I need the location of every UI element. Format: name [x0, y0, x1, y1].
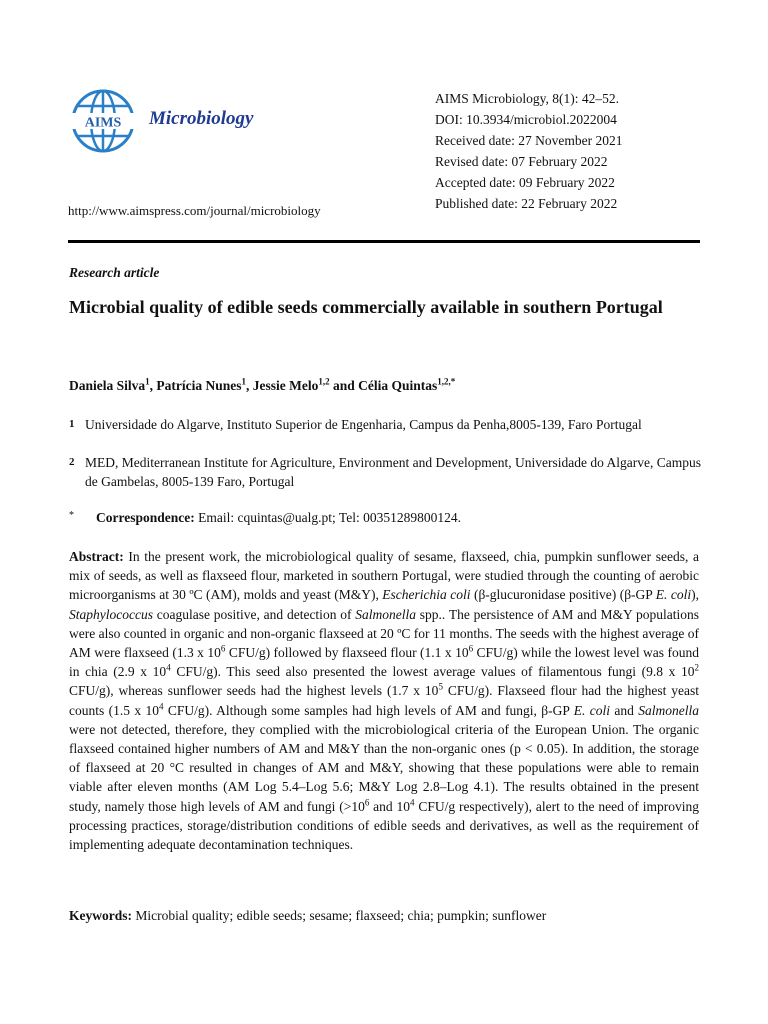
meta-line: Accepted date: 09 February 2022 — [435, 175, 615, 190]
keywords — [69, 908, 546, 924]
author-affiliation-marker: 1 — [145, 376, 150, 387]
abstract-segment: Salmonella — [355, 606, 417, 622]
abstract-segment: coagulase positive, and detection of — [152, 606, 356, 622]
abstract-segment: CFU/g). Flaxseed flour had the highest yeast counts (1.5 x 10 — [69, 683, 699, 718]
abstract-segment: and 10 — [369, 798, 411, 814]
abstract-segment: Salmonella — [638, 702, 699, 718]
meta-line: Received date: 27 November 2021 — [435, 133, 623, 148]
abstract — [69, 547, 699, 854]
abstract-segment: 6 — [220, 643, 226, 654]
affiliation-2 — [69, 453, 701, 491]
corresponding-author-star: * — [450, 376, 456, 387]
abstract-segment: ), — [691, 587, 699, 603]
author-affiliation-marker: 1,2 — [318, 376, 330, 387]
abstract-label: Abstract: — [69, 549, 124, 564]
abstract-segment: E. coli — [573, 702, 611, 718]
correspondence-label: Correspondence: — [96, 510, 195, 525]
abstract-segment: 2 — [694, 662, 699, 673]
abstract-body — [69, 549, 699, 852]
abstract-segment: spp.. The persistence of AM and M&Y populations were also counted in organic and non-organic flaxseed at 20 ºC for 11 months. The seeds with the highest average of AM were flaxseed (1.3 x 10 — [69, 606, 700, 661]
author-name: Célia Quintas — [358, 378, 438, 393]
abstract-segment: 6 — [364, 797, 370, 808]
abstract-segment: 5 — [438, 681, 443, 692]
abstract-segment: 4 — [166, 662, 171, 673]
affiliation-number: 1 — [69, 418, 75, 430]
meta-line: DOI: 10.3934/microbiol.2022004 — [435, 112, 617, 127]
affiliation-text: Universidade do Algarve, Instituto Superior de Engenharia, Campus da Penha,8005-139, Faro Portugal — [85, 417, 642, 432]
author-name: Jessie Melo — [252, 378, 319, 393]
abstract-segment: CFU/g). This seed also presented the lowest average values of filamentous fungi (9.8 x 10 — [170, 664, 695, 680]
logo-text: AIMS — [84, 115, 122, 131]
abstract-segment: CFU/g). Although some samples had high levels of AM and fungi, β-GP — [163, 702, 574, 718]
journal-name: Microbiology — [149, 108, 254, 129]
abstract-segment: and — [610, 702, 639, 718]
keywords-text: Microbial quality; edible seeds; sesame; flaxseed; chia; pumpkin; sunflower — [132, 908, 547, 923]
abstract-segment: CFU/g respectively), alert to the need of improving processing practices, storage/distribution conditions of edible seeds and derivatives, as well as the requirement of implementing adequate decontamination techniques. — [69, 798, 699, 853]
abstract-segment: E. coli — [655, 587, 692, 603]
author-separator: , — [149, 378, 157, 393]
article-meta — [435, 88, 622, 214]
correspondence-star: * — [69, 510, 74, 521]
author-separator: , — [246, 378, 253, 393]
article-title: Microbial quality of edible seeds commercially available in southern Portugal — [69, 297, 663, 317]
abstract-segment: (β-glucuronidase positive) (β-GP — [470, 587, 656, 603]
meta-line: Published date: 22 February 2022 — [435, 196, 618, 211]
affiliation-1 — [69, 415, 701, 434]
aims-globe-logo — [70, 88, 136, 154]
header-rule — [68, 240, 700, 243]
abstract-segment: were not detected, therefore, they complied with the microbiological criteria of the European Union. The organic flaxseed contained higher numbers of AM and M&Y than the non-organic ones (p < 0.05). In addition, the storage of flaxseed at 20 °C resulted in changes of AM and M&Y, showing that these populations were able to remain viable after eleven months (AM Log 5.4–Log 5.6; M&Y Log 2.8–Log 4.1). The results obtained in the present study, namely those high levels of AM and fungi (>10 — [69, 721, 699, 814]
abstract-segment: Escherichia coli — [382, 587, 471, 603]
abstract-segment: 6 — [468, 643, 474, 654]
abstract-segment: CFU/g) while the lowest level was found in chia (2.9 x 10 — [69, 645, 699, 680]
author-name: Daniela Silva — [69, 378, 146, 393]
abstract-segment: Staphylococcus — [69, 606, 153, 622]
author-separator: and — [329, 378, 359, 393]
abstract-segment: CFU/g) followed by flaxseed flour (1.1 x 10 — [225, 645, 469, 661]
correspondence — [69, 510, 461, 526]
author-name: Patrícia Nunes — [156, 378, 242, 393]
meta-line: Revised date: 07 February 2022 — [435, 154, 608, 169]
correspondence-text: Email: cquintas@ualg.pt; Tel: 00351289800124. — [194, 510, 461, 525]
abstract-segment: 4 — [158, 701, 164, 712]
author-affiliation-marker: 1 — [241, 376, 247, 387]
affiliation-text: MED, Mediterranean Institute for Agriculture, Environment and Development, Universidade do Algarve, Campus de Gambelas, 8005-139 Faro, Portugal — [85, 455, 701, 489]
keywords-label: Keywords: — [69, 908, 132, 923]
journal-url[interactable]: http://www.aimspress.com/journal/microbiology — [68, 203, 321, 218]
abstract-segment: In the present work, the microbiological quality of sesame, flaxseed, chia, pumpkin sunflower seeds, a mix of seeds, as well as flaxseed flour, marketed in southern Portugal, were studied through the counting of aerobic microorganisms at 30 ºC (AM), molds and yeast (M&Y), — [69, 549, 699, 603]
abstract-segment: CFU/g), whereas sunflower seeds had the highest levels (1.7 x 10 — [69, 683, 439, 699]
article-type: Research article — [69, 265, 160, 280]
meta-line: AIMS Microbiology, 8(1): 42–52. — [435, 91, 619, 106]
abstract-segment: 4 — [410, 797, 415, 808]
author-list — [69, 378, 455, 394]
affiliation-number: 2 — [69, 456, 75, 468]
author-affiliation-marker: 1,2, — [437, 376, 451, 387]
